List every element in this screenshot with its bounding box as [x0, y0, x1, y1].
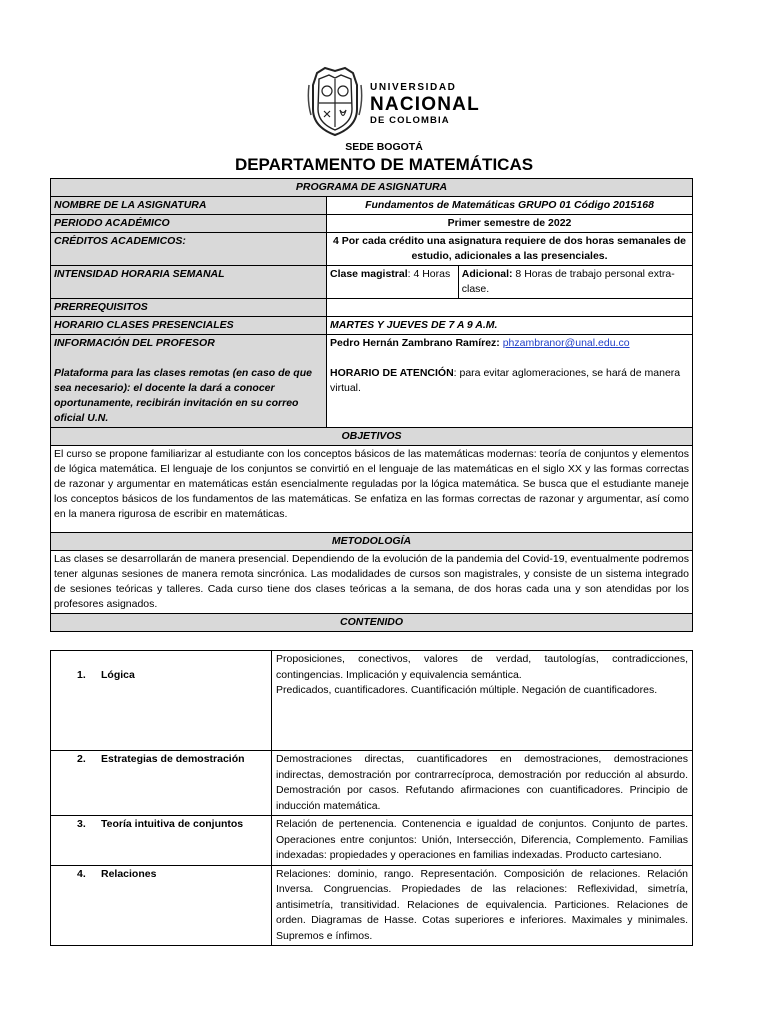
objetivos-text: El curso se propone familiarizar al estudiante con los conceptos básicos de las matemáticas modernas: teoría de conjuntos y elementos de lógica matemática. El lenguaje de los conjuntos se convirtió en el lenguaje de las matemáticas en el siglo XX y las formas correctas de razonar y argumentar en matemáticas están esencialmente reguladas por la lógica matemática. Se busca que el estudiante maneje los conceptos básicos de los fundamentos de las matemáticas. Se enfatiza en las formas correctas de razonar y argumentar, así como en la manera rigurosa de escribir en matemáticas. [51, 446, 693, 533]
sede-label: SEDE BOGOTÁ [345, 141, 423, 153]
periodo-value: Primer semestre de 2022 [327, 215, 693, 233]
clase-magistral [327, 266, 459, 298]
topic-text-2: Predicados, cuantificadores. Cuantificación múltiple. Negación de cuantificadores. [276, 684, 658, 696]
metodologia-title: METODOLOGÍA [51, 533, 693, 551]
program-title: PROGRAMA DE ASIGNATURA [51, 179, 693, 197]
topic-cell [51, 816, 272, 866]
creditos-label: CRÉDITOS ACADEMICOS: [51, 233, 327, 266]
topic-description [272, 651, 693, 751]
university-logo [303, 63, 480, 139]
horario-value: MARTES Y JUEVES DE 7 A 9 A.M. [327, 317, 693, 335]
clase-magistral-value: : 4 Horas [407, 268, 451, 280]
plataforma-label: Plataforma para las clases remotas (en caso de que sea necesario): el docente la dará a conocer oportunamente, recibirán invitación en su correo oficial U.N. [54, 367, 312, 424]
table-row [51, 816, 693, 866]
profesor-info-label [51, 335, 327, 428]
topic-cell [51, 751, 272, 816]
topic-description: Relación de pertenencia. Contenencia e igualdad de conjuntos. Conjunto de partes. Operaciones entre conjuntos: Unión, Intersección, Diferencia, Complemento. Familias indexadas: propiedades y operaciones en familias indexadas. Producto cartesiano. [272, 816, 693, 866]
logo-line-colombia: DE COLOMBIA [370, 115, 450, 126]
contenido-title: CONTENIDO [51, 614, 693, 632]
intensidad-label: INTENSIDAD HORARIA SEMANAL [51, 266, 327, 299]
university-seal-icon [307, 65, 363, 137]
topic-description: Relaciones: dominio, rango. Representación. Composición de relaciones. Relación Inversa. Congruencias. Propiedades de las relaciones: Reflexividad, simetría, antisimetría, transitividad. Relaciones de equivalencia. Particiones. Relaciones de orden. Diagramas de Hasse. Cotas superiores e inferiores. Maximales y minimales. Supremos e ínfimos. [272, 865, 693, 946]
clase-magistral-label: Clase magistral [330, 268, 408, 280]
adicional [459, 266, 692, 298]
program-table [50, 178, 693, 632]
atencion-label: HORARIO DE ATENCIÓN [330, 367, 454, 379]
horario-label: HORARIO CLASES PRESENCIALES [51, 317, 327, 335]
asignatura-label: NOMBRE DE LA ASIGNATURA [51, 197, 327, 215]
table-row [51, 651, 693, 751]
topic-text: Proposiciones, conectivos, valores de verdad, tautologías, contradicciones, contingencias. Implicación y equivalencia semántica. [276, 653, 688, 681]
prerrequisitos-label: PRERREQUISITOS [51, 299, 327, 317]
profesor-info-value [327, 335, 693, 428]
topic-cell [51, 651, 272, 751]
profesor-label: INFORMACIÓN DEL PROFESOR [54, 337, 215, 349]
creditos-value: 4 Por cada crédito una asignatura requiere de dos horas semanales de estudio, adicionales a las presenciales. [327, 233, 693, 266]
topic-title: Relaciones [101, 867, 157, 880]
topic-number: 2. [77, 753, 86, 765]
prerrequisitos-value [327, 299, 693, 317]
objetivos-title: OBJETIVOS [51, 428, 693, 446]
intensidad-value [327, 266, 693, 299]
department-title: DEPARTAMENTO DE MATEMÁTICAS [234, 155, 534, 174]
topic-cell [51, 865, 272, 946]
table-row [51, 751, 693, 816]
topic-title: Lógica [101, 669, 135, 681]
adicional-value: 8 Horas de trabajo personal extra-clase. [461, 268, 675, 295]
adicional-label: Adicional: [461, 268, 513, 280]
topic-number: 3. [77, 818, 86, 830]
logo-line-nacional: NACIONAL [370, 94, 480, 115]
profesor-email-link[interactable]: phzambranor@unal.edu.co [502, 337, 630, 349]
topic-title: Estrategias de demostración [101, 753, 245, 765]
topic-number: 4. [77, 867, 86, 880]
topic-number: 1. [77, 669, 86, 681]
asignatura-value: Fundamentos de Matemáticas GRUPO 01 Código 2015168 [327, 197, 693, 215]
periodo-label: PERIODO ACADÉMICO [51, 215, 327, 233]
contenido-table [50, 650, 693, 946]
metodologia-text: Las clases se desarrollarán de manera presencial. Dependiendo de la evolución de la pandemia del Covid-19, eventualmente podremos tener algunas sesiones de manera remota sincrónica. Las modalidades de cursos son magistrales, y consiste de un sistema integrado de sesiones teóricas y talleres. Cada curso tiene dos clases teóricas a la semana, de dos horas cada una y son atendidas por los profesores asignados. [51, 551, 693, 614]
profesor-name: Pedro Hernán Zambrano Ramírez: [330, 337, 500, 349]
topic-description: Demostraciones directas, cuantificadores en demostraciones, demostraciones indirectas, demostración por contrarrecíproca, demostración por reducción al absurdo. Demostración por casos. Refutando afirmaciones con cuantificadores. Principio de inducción matemática. [272, 751, 693, 816]
logo-line-universidad: UNIVERSIDAD [370, 82, 457, 93]
topic-title: Teoría intuitiva de conjuntos [101, 818, 244, 830]
table-row [51, 865, 693, 946]
atencion-value: : para evitar aglomeraciones, se hará de manera virtual. [330, 367, 681, 394]
